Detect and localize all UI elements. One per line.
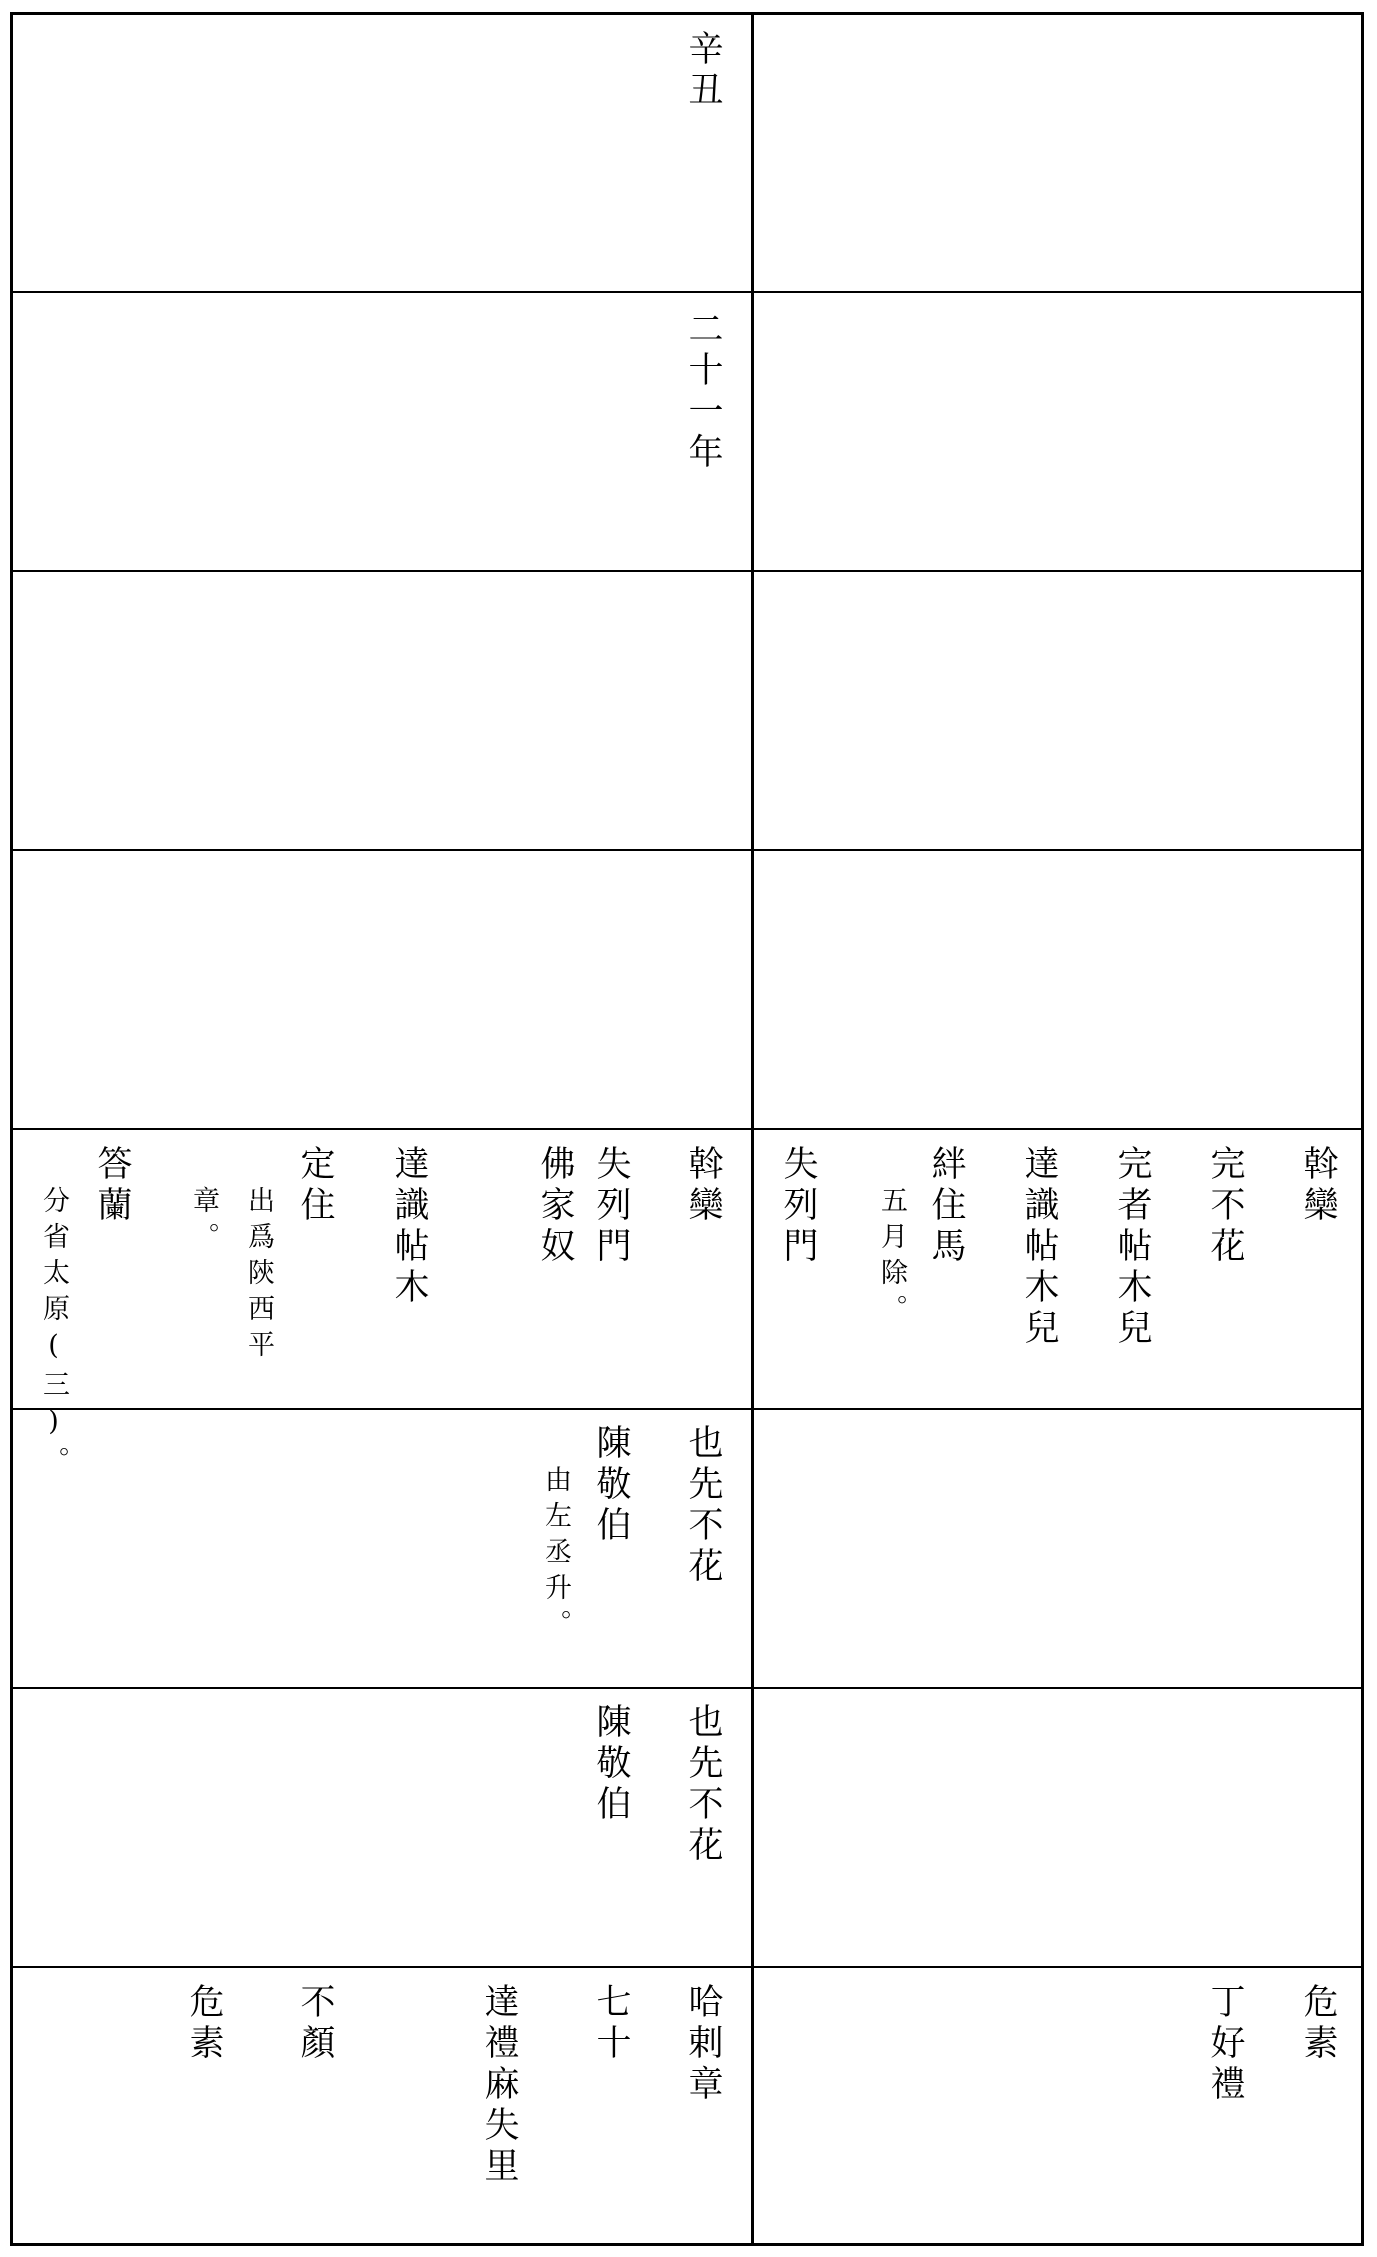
row-divider xyxy=(10,1966,1364,1968)
row-divider xyxy=(10,570,1364,572)
column-divider xyxy=(751,12,754,2246)
name-entry: 陳敬伯 xyxy=(591,1424,631,1547)
name-entry: 完不花 xyxy=(1205,1145,1245,1268)
name-entry: 定住 xyxy=(295,1145,335,1227)
name-entry: 也先不花 xyxy=(683,1424,723,1588)
name-entry: 丁好禮 xyxy=(1205,1983,1245,2106)
annotation-note: 分省太原(三)。 xyxy=(38,1186,69,1482)
row-divider xyxy=(10,849,1364,851)
year-label: 二十一年 xyxy=(683,310,723,474)
row-divider xyxy=(10,1128,1364,1130)
row-divider xyxy=(10,1408,1364,1410)
name-entry: 哈剌章 xyxy=(683,1983,723,2106)
name-entry: 失列門 xyxy=(778,1145,818,1268)
annotation-note: 由左丞升。 xyxy=(540,1465,571,1645)
year-label: 辛丑 xyxy=(683,30,723,112)
name-entry: 達禮麻失里 xyxy=(479,1983,519,2188)
annotation-note: 出爲陝西平 xyxy=(243,1186,274,1366)
name-entry: 危素 xyxy=(184,1983,224,2065)
name-entry: 答蘭 xyxy=(92,1145,132,1227)
name-entry: 達識帖木 xyxy=(389,1145,429,1309)
name-entry: 陳敬伯 xyxy=(591,1703,631,1826)
annotation-note: 章。 xyxy=(188,1186,219,1258)
name-entry: 絆住馬 xyxy=(926,1145,966,1268)
row-divider xyxy=(10,1687,1364,1689)
name-entry: 危素 xyxy=(1298,1983,1338,2065)
name-entry: 失列門 xyxy=(591,1145,631,1268)
name-entry: 不顏 xyxy=(295,1983,335,2065)
name-entry: 斡欒 xyxy=(683,1145,723,1227)
name-entry: 斡欒 xyxy=(1298,1145,1338,1227)
name-entry: 也先不花 xyxy=(683,1703,723,1867)
name-entry: 完者帖木兒 xyxy=(1112,1145,1152,1350)
name-entry: 七十 xyxy=(591,1983,631,2065)
name-entry: 佛家奴 xyxy=(535,1145,575,1268)
annotation-note: 五月除。 xyxy=(876,1186,907,1330)
row-divider xyxy=(10,291,1364,293)
name-entry: 達識帖木兒 xyxy=(1019,1145,1059,1350)
